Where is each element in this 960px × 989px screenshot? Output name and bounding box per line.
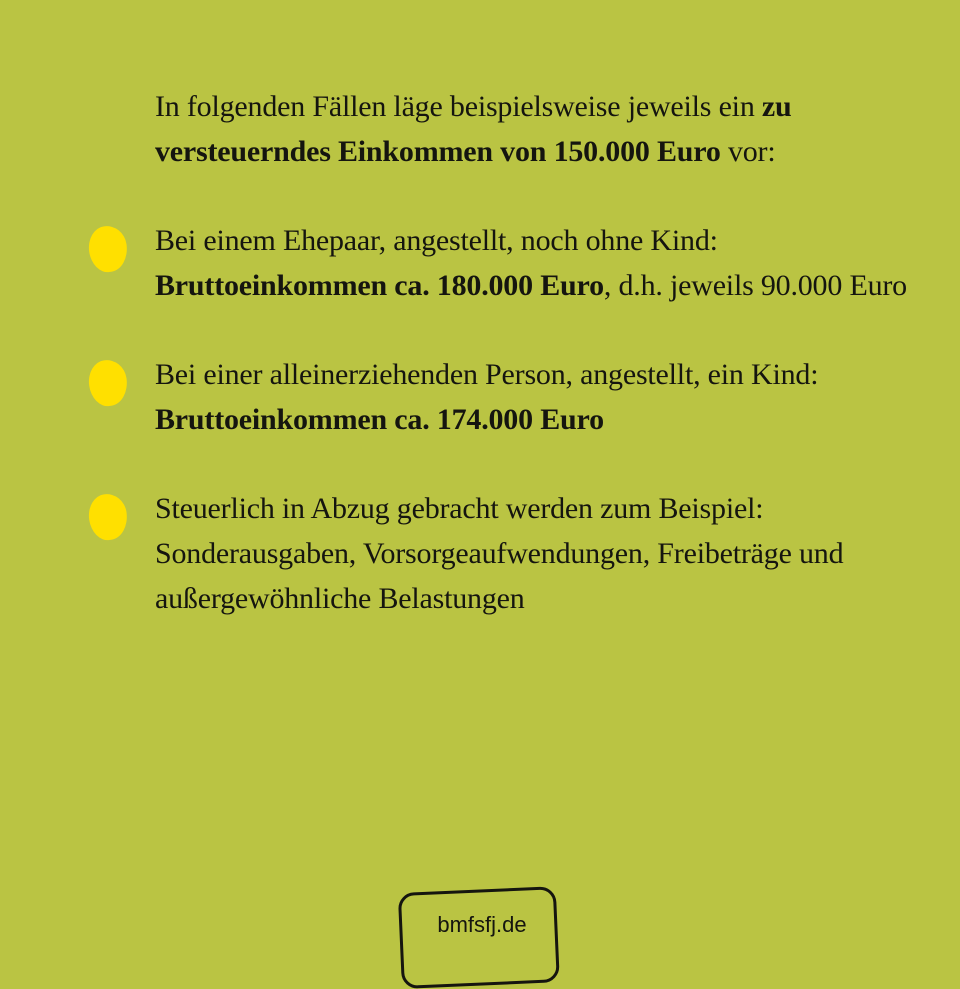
item-text: Bei einem Ehepaar, angestellt, noch ohne Kind:	[155, 224, 718, 257]
bullet-dot-icon	[86, 224, 130, 275]
intro-text-end: vor:	[720, 135, 776, 168]
item-bold: Bruttoeinkommen ca. 180.000 Euro	[155, 269, 604, 302]
intro-paragraph	[155, 84, 915, 174]
item-text: Bei einer alleinerziehenden Person, angestellt, ein Kind:	[155, 358, 819, 391]
list-item	[155, 218, 915, 308]
list-item	[155, 486, 915, 621]
bullet-dot-icon	[86, 492, 130, 543]
content	[155, 84, 915, 665]
item-bold: Bruttoeinkommen ca. 174.000 Euro	[155, 403, 604, 436]
bullet-dot-icon	[86, 358, 130, 409]
intro-bold: zu versteuerndes Einkommen von 150.000 Euro	[155, 90, 792, 168]
item-text: Steuerlich in Abzug gebracht werden zum Beispiel: Sonderausgaben, Vorsorgeaufwendungen, Freibeträge und außergewöhnliche Belastungen	[155, 492, 844, 615]
list-item	[155, 352, 915, 442]
website-link[interactable]: bmfsfj.de	[437, 912, 527, 937]
item-text-end: , d.h. jeweils 90.000 Euro	[603, 269, 907, 302]
intro-text: In folgenden Fällen läge beispielsweise jeweils ein	[155, 90, 762, 123]
